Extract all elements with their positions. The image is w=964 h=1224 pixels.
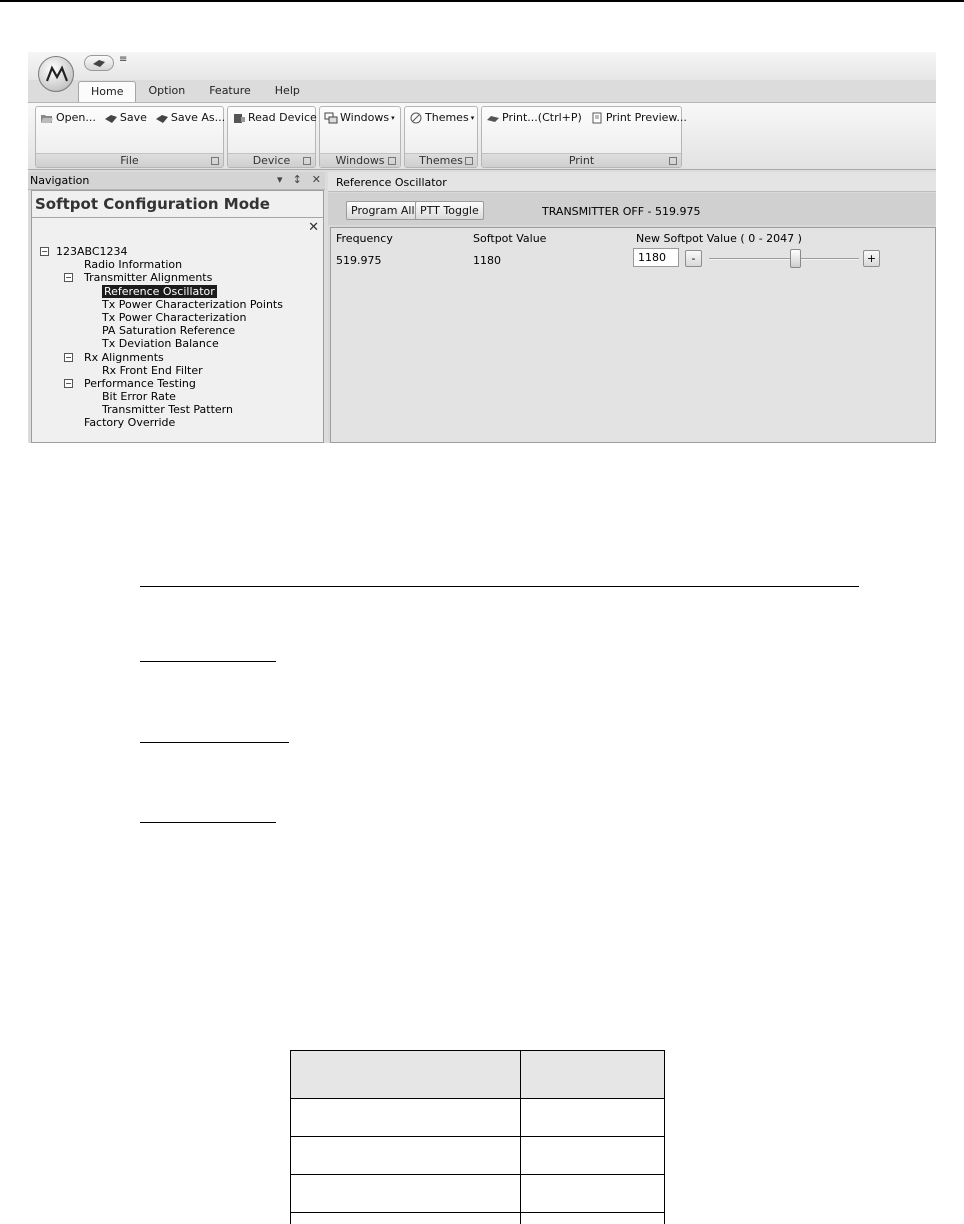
save-as-button[interactable] [155, 111, 225, 124]
ribbon-group-themes-label: Themes [405, 153, 477, 167]
open-label: Open... [56, 111, 96, 124]
navigation-tree [32, 245, 322, 430]
tab-option[interactable]: Option [148, 84, 186, 97]
ribbon [28, 102, 936, 170]
tree-item[interactable] [32, 390, 322, 403]
windows-icon [324, 112, 338, 124]
tree-item-label: PA Saturation Reference [102, 324, 236, 338]
navigation-close-icon[interactable]: ✕ [311, 173, 321, 186]
tab-help[interactable]: Help [274, 84, 300, 97]
tree-item-label: Tx Deviation Balance [102, 337, 219, 351]
open-button[interactable] [40, 111, 96, 124]
windows-button[interactable] [324, 111, 395, 124]
ribbon-group-print [481, 106, 687, 168]
app-window [28, 52, 936, 443]
quick-access-save-icon [92, 58, 106, 68]
softpot-slider-track[interactable] [709, 258, 859, 260]
tree-item-label: Transmitter Alignments [84, 271, 213, 285]
content-title: Reference Oscillator [336, 176, 447, 189]
program-all-button[interactable]: Program All [346, 201, 420, 220]
tree-item[interactable] [32, 403, 322, 416]
table-row [291, 1137, 665, 1175]
tree-item-label: Performance Testing [84, 376, 196, 390]
title-bar [28, 52, 936, 80]
tree-item[interactable] [32, 271, 322, 284]
ribbon-group-themes [404, 106, 478, 168]
tree-item[interactable] [32, 416, 322, 429]
transmitter-status: TRANSMITTER OFF - 519.975 [542, 205, 701, 218]
themes-icon [409, 112, 423, 124]
empty-table [290, 1050, 665, 1224]
document-rule [140, 586, 859, 587]
tree-item[interactable] [32, 324, 322, 337]
tree-item-label: Tx Power Characterization Points [102, 297, 283, 311]
collapse-toggle-icon[interactable]: − [65, 273, 72, 283]
table-row [291, 1099, 665, 1137]
page-top-rule [0, 0, 964, 2]
collapse-toggle-icon[interactable]: − [65, 378, 72, 388]
tree-item[interactable] [32, 298, 322, 311]
windows-dialog-launcher-icon[interactable] [388, 157, 396, 165]
tree-item-label: Bit Error Rate [102, 390, 176, 404]
save-icon [104, 112, 118, 124]
blank-line-3 [140, 822, 276, 823]
navigation-divider [32, 217, 323, 218]
quick-access-save-button[interactable] [84, 55, 114, 71]
navigation-header [28, 172, 325, 190]
tree-item[interactable] [32, 337, 322, 350]
softpot-slider-thumb[interactable] [790, 249, 801, 268]
ribbon-group-device-label: Device [228, 153, 315, 167]
increment-button[interactable]: + [863, 250, 880, 267]
column-header-new-softpot-value: New Softpot Value ( 0 - 2047 ) [636, 232, 802, 245]
tab-feature[interactable]: Feature [209, 84, 251, 97]
print-button[interactable] [486, 111, 582, 124]
tree-item[interactable] [32, 377, 322, 390]
navigation-menu-icon[interactable]: ▾ [277, 173, 283, 186]
tree-item[interactable] [32, 285, 322, 298]
tree-item[interactable] [32, 245, 322, 258]
tree-item[interactable] [32, 258, 322, 271]
print-label: Print...(Ctrl+P) [502, 111, 582, 124]
save-label: Save [119, 111, 147, 124]
tree-item-label: Reference Oscillator [104, 284, 215, 298]
application-button[interactable] [38, 56, 74, 92]
ribbon-group-print-label: Print [482, 153, 681, 167]
print-preview-icon [590, 112, 604, 124]
themes-button[interactable] [409, 111, 474, 124]
tab-home[interactable]: Home [78, 81, 136, 102]
tree-item[interactable] [32, 351, 322, 364]
panel-close-icon[interactable]: ✕ [308, 220, 319, 235]
open-icon [40, 112, 54, 124]
content-title-bar [328, 172, 936, 192]
tree-item-label: Radio Information [84, 258, 183, 272]
collapse-toggle-icon[interactable]: − [41, 247, 48, 256]
softpot-value-cell: 1180 [473, 254, 501, 267]
navigation-pin-icon[interactable]: ↕ [292, 173, 302, 186]
navigation-title: Softpot Configuration Mode [35, 195, 270, 213]
tree-item-label: Rx Front End Filter [102, 363, 203, 377]
content-toolbar [328, 193, 936, 225]
quick-access-menu-icon[interactable]: ≡ [119, 54, 128, 65]
tree-item[interactable] [32, 311, 322, 324]
themes-label: Themes [425, 111, 469, 124]
blank-line-1 [140, 661, 276, 662]
collapse-toggle-icon[interactable]: − [65, 352, 72, 362]
print-dialog-launcher-icon[interactable] [669, 157, 677, 165]
ribbon-tabs [78, 81, 312, 102]
windows-label: Windows [340, 111, 390, 124]
navigation-header-title: Navigation [30, 174, 90, 187]
ptt-toggle-button[interactable]: PTT Toggle [415, 201, 484, 220]
column-header-softpot-value: Softpot Value [473, 232, 547, 245]
read-device-icon [232, 112, 246, 124]
motorola-logo-icon [44, 63, 70, 85]
table-row [291, 1213, 665, 1224]
decrement-button[interactable]: - [685, 250, 702, 267]
content-pane [328, 172, 936, 443]
windows-dropdown-icon: ▾ [391, 113, 395, 122]
print-preview-button[interactable] [590, 111, 687, 124]
tree-item-label: 123ABC1234 [56, 245, 128, 258]
table-row [291, 1175, 665, 1213]
table-row [291, 1051, 665, 1099]
print-preview-label: Print Preview... [605, 111, 687, 124]
softpot-grid [330, 227, 936, 443]
print-icon [486, 112, 500, 124]
tree-item-label: Tx Power Characterization [102, 310, 247, 324]
ribbon-group-windows-label: Windows [320, 153, 400, 167]
navigation-pane [31, 190, 324, 443]
column-header-frequency: Frequency [336, 232, 393, 245]
device-dialog-launcher-icon[interactable] [303, 157, 311, 165]
file-dialog-launcher-icon[interactable] [211, 157, 219, 165]
tree-item[interactable] [32, 364, 322, 377]
tree-item-label: Transmitter Test Pattern [102, 403, 233, 417]
read-device-label: Read Device [248, 111, 317, 124]
read-device-button[interactable] [232, 111, 317, 124]
frequency-cell: 519.975 [336, 254, 382, 267]
new-softpot-value-input[interactable]: 1180 [633, 248, 679, 267]
themes-dialog-launcher-icon[interactable] [465, 157, 473, 165]
save-as-icon [155, 112, 169, 124]
save-as-label: Save As... [170, 111, 226, 124]
save-button[interactable] [104, 111, 147, 124]
ribbon-group-device [227, 106, 316, 168]
themes-dropdown-icon: ▾ [470, 113, 475, 122]
ribbon-group-file-label: File [36, 153, 223, 167]
ribbon-group-file [35, 106, 224, 168]
ribbon-group-windows [319, 106, 401, 168]
tree-item-label: Rx Alignments [84, 350, 164, 364]
blank-line-2 [140, 742, 289, 743]
tree-item-label: Factory Override [84, 416, 176, 430]
